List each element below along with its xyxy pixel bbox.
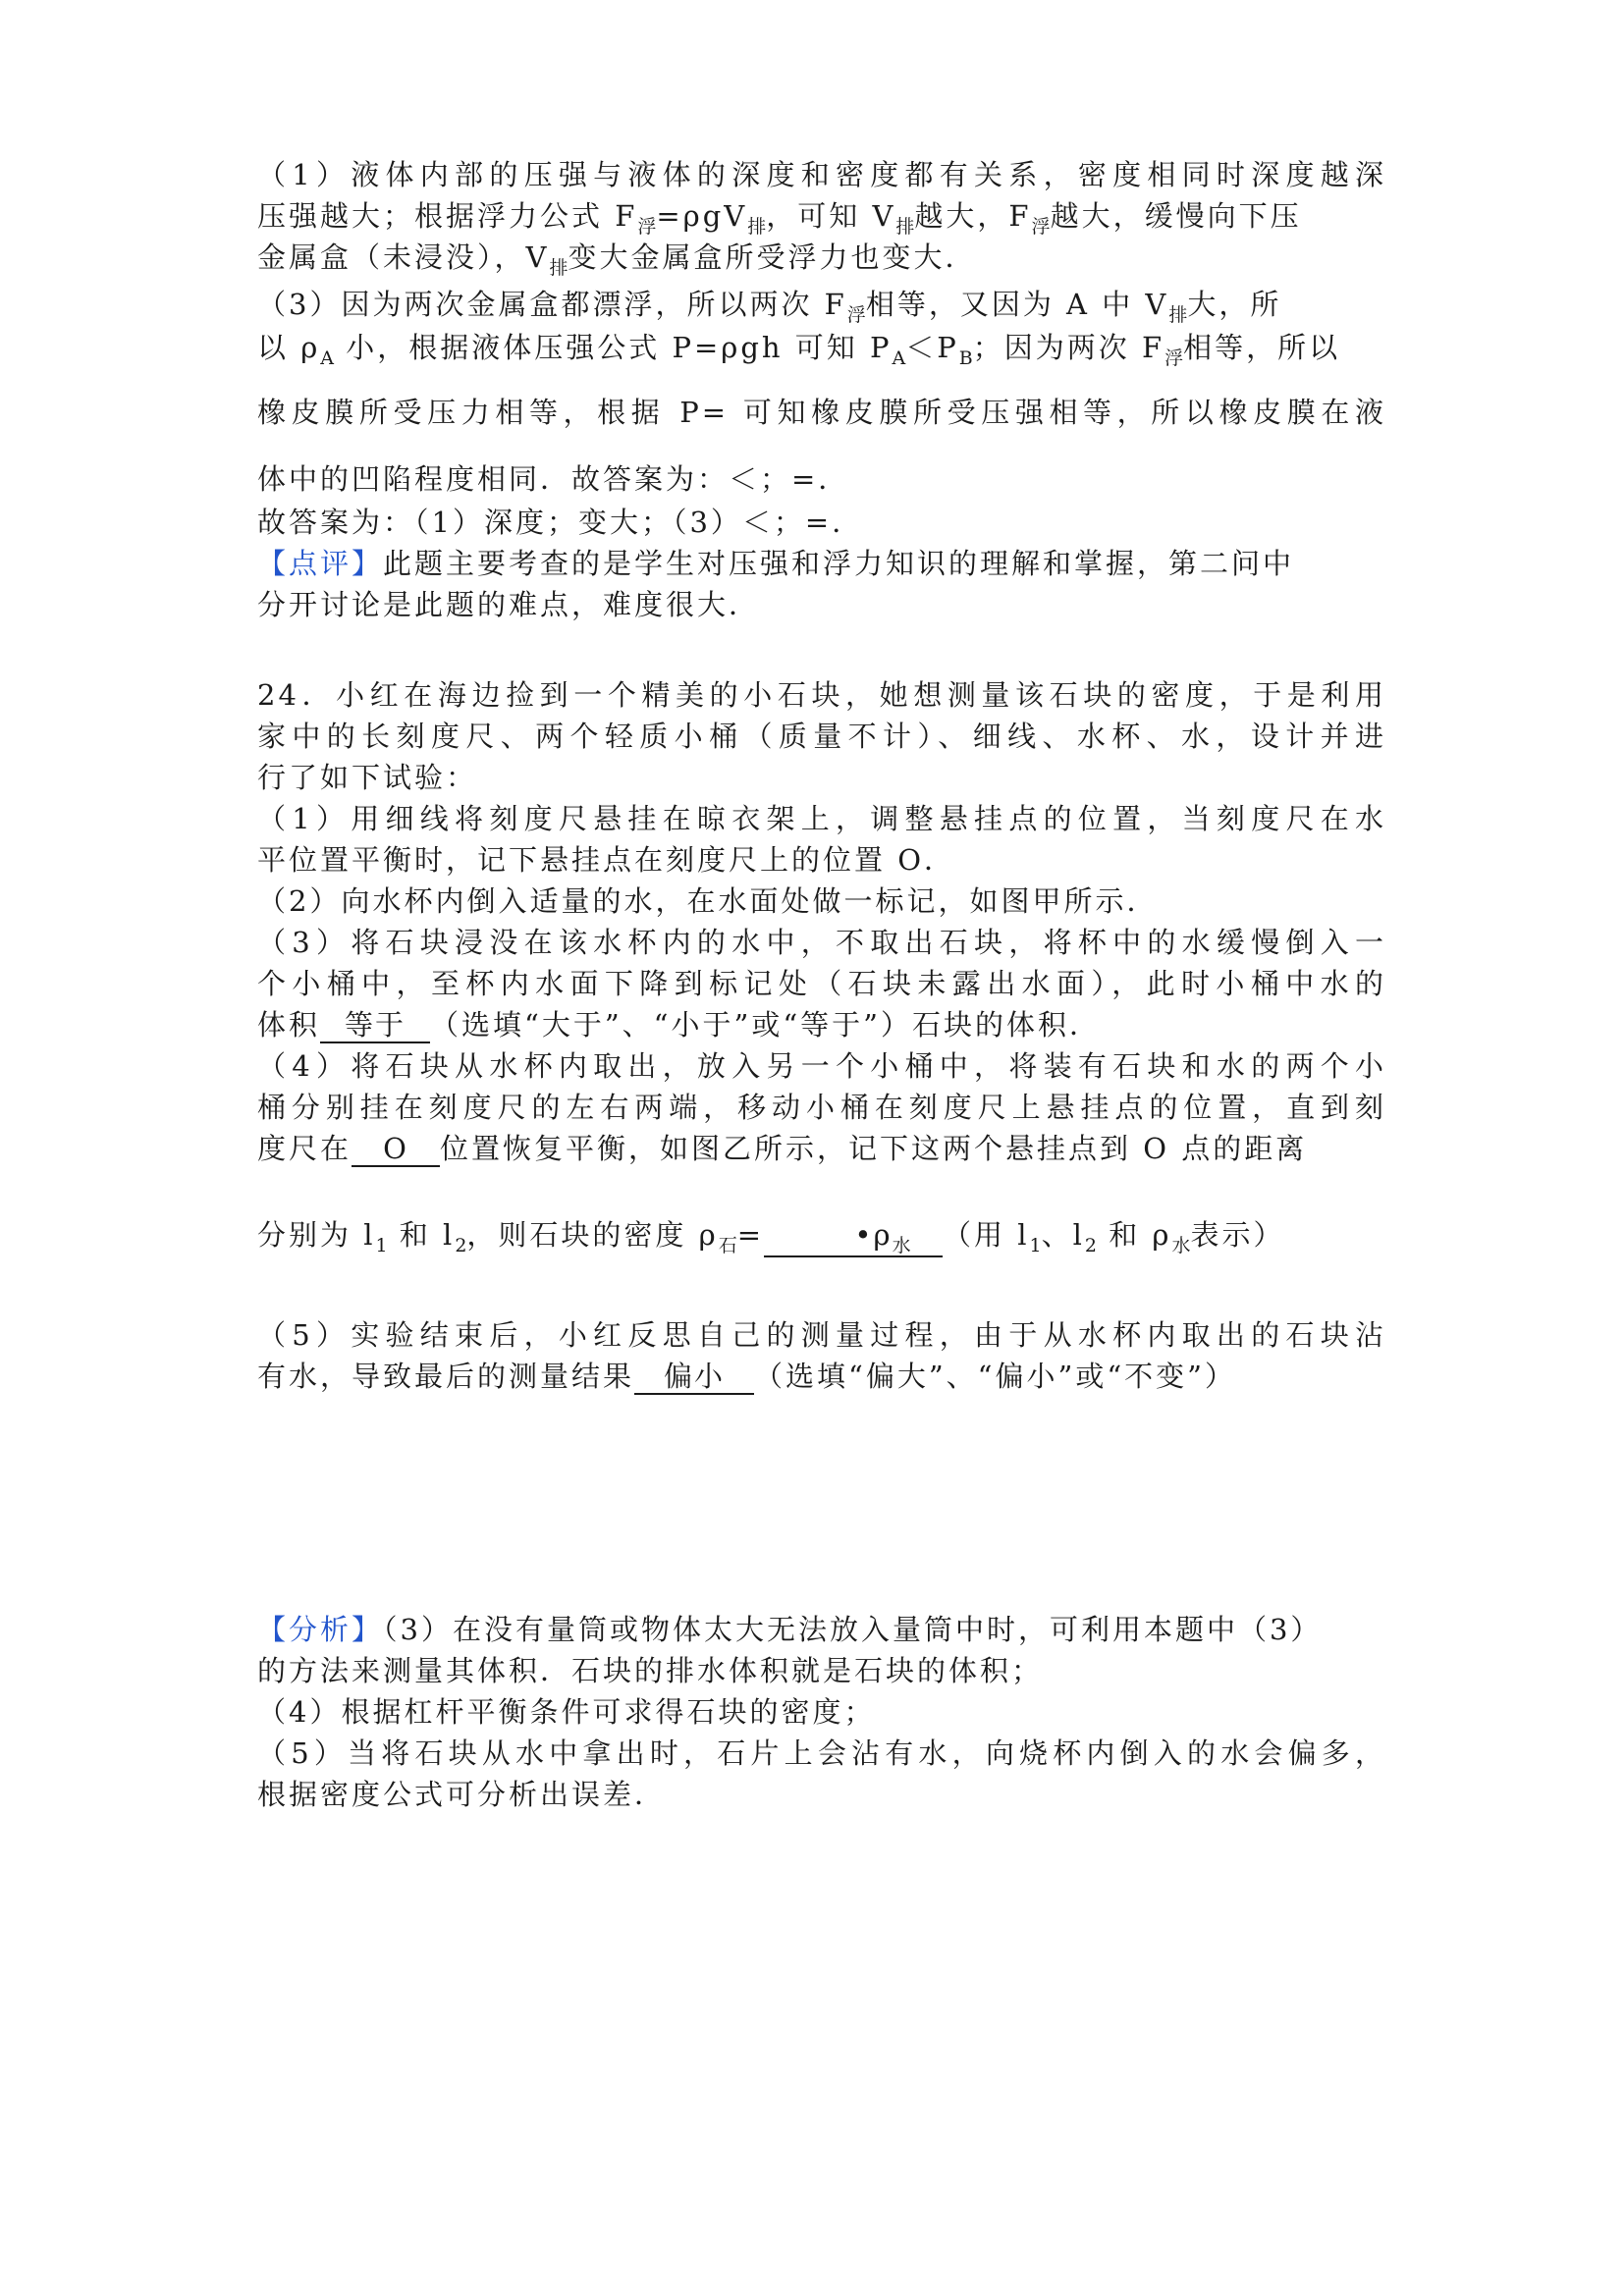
q24-line-1: 24．小红在海边捡到一个精美的小石块，她想测量该石块的密度，于是利用	[257, 678, 1386, 712]
q24-line-13: 分别为 $l_1$ 和 $l_2$，则石块的密度 $\rho_石=$ $•\rho_水$ （用 $l_1$、$l_2$ 和 $\rho_水$表示）	[257, 1218, 1285, 1256]
solution-line-2: 压强越大；根据浮力公式 $F_浮=\rho gV_排$，可知 $V_排$越大，$F_浮$越大，缓慢向下压	[257, 199, 1302, 238]
analysis-line-2: 的方法来测量其体积．石块的排水体积就是石块的体积；	[257, 1654, 1044, 1687]
solution-line-4: （3）因为两次金属盒都漂浮，所以两次 $F_浮$相等，又因为 A 中 $V_排$大，所	[257, 288, 1282, 326]
q24-line-2: 家中的长刻度尺、两个轻质小桶（质量不计）、细线、水杯、水，设计并进	[257, 720, 1386, 753]
answer-blank-3: $•\rho_水$	[764, 1218, 943, 1257]
solution-line-5: 以 $\rho_A$ 小，根据液体压强公式 P=ρgh 可知 $P_A<P_B$；因为两次 $F_浮$相等，所以	[257, 331, 1341, 369]
analysis-line-4: （5）当将石块从水中拿出时，石片上会沾有水，向烧杯内倒入的水会偏多，	[257, 1736, 1386, 1770]
q24-line-4: （1）用细线将刻度尺悬挂在晾衣架上，调整悬挂点的位置，当刻度尺在水	[257, 802, 1386, 835]
comment-tag: 【点评】	[257, 547, 384, 580]
q24-line-11: 桶分别挂在刻度尺的左右两端，移动小桶在刻度尺上悬挂点的位置，直到刻	[257, 1091, 1386, 1124]
analysis-line-1: 【分析】（3）在没有量筒或物体太大无法放入量筒中时，可利用本题中（3）	[257, 1613, 1323, 1646]
analysis-line-3: （4）根据杠杆平衡条件可求得石块的密度；	[257, 1695, 876, 1729]
solution-line-8: 故答案为：（1）深度；变大；（3）＜；=．	[257, 506, 864, 539]
q24-line-9: 体积 等于 （选填“大于”、“小于”或“等于”）石块的体积．	[257, 1008, 1101, 1041]
q24-line-5: 平位置平衡时，记下悬挂点在刻度尺上的位置 O．	[257, 843, 955, 877]
analysis-tag: 【分析】	[257, 1613, 384, 1646]
q24-line-8: 个小桶中，至杯内水面下降到标记处（石块未露出水面），此时小桶中水的	[257, 967, 1386, 1000]
comment-line-2: 分开讨论是此题的难点，难度很大．	[257, 588, 761, 621]
answer-blank-4: 偏小	[634, 1360, 754, 1395]
q24-line-15: 有水，导致最后的测量结果 偏小 （选填“偏大”、“偏小”或“不变”）	[257, 1360, 1236, 1393]
q24-line-12: 度尺在 O 位置恢复平衡，如图乙所示，记下这两个悬挂点到 O 点的距离	[257, 1132, 1308, 1165]
answer-blank-1: 等于	[320, 1008, 430, 1043]
comment-line-1: 【点评】此题主要考查的是学生对压强和浮力知识的理解和掌握，第二问中	[257, 547, 1295, 580]
solution-line-1: （1）液体内部的压强与液体的深度和密度都有关系，密度相同时深度越深	[257, 158, 1386, 191]
answer-blank-2: O	[352, 1132, 440, 1167]
q24-line-14: （5）实验结束后，小红反思自己的测量过程，由于从水杯内取出的石块沾	[257, 1318, 1386, 1352]
q24-line-7: （3）将石块浸没在该水杯内的水中，不取出石块，将杯中的水缓慢倒入一	[257, 926, 1386, 959]
analysis-line-5: 根据密度公式可分析出误差．	[257, 1778, 667, 1811]
solution-line-3: 金属盒（未浸没），$V_排$变大金属盒所受浮力也变大．	[257, 240, 977, 279]
q24-line-6: （2）向水杯内倒入适量的水，在水面处做一标记，如图甲所示．	[257, 884, 1159, 918]
q24-line-10: （4）将石块从水杯内取出，放入另一个小桶中，将装有石块和水的两个小	[257, 1049, 1386, 1083]
solution-line-6: 橡皮膜所受压力相等，根据 P= 可知橡皮膜所受压强相等，所以橡皮膜在液	[257, 396, 1386, 429]
solution-line-7: 体中的凹陷程度相同．故答案为：＜；=．	[257, 462, 850, 496]
q24-line-3: 行了如下试验：	[257, 761, 478, 794]
